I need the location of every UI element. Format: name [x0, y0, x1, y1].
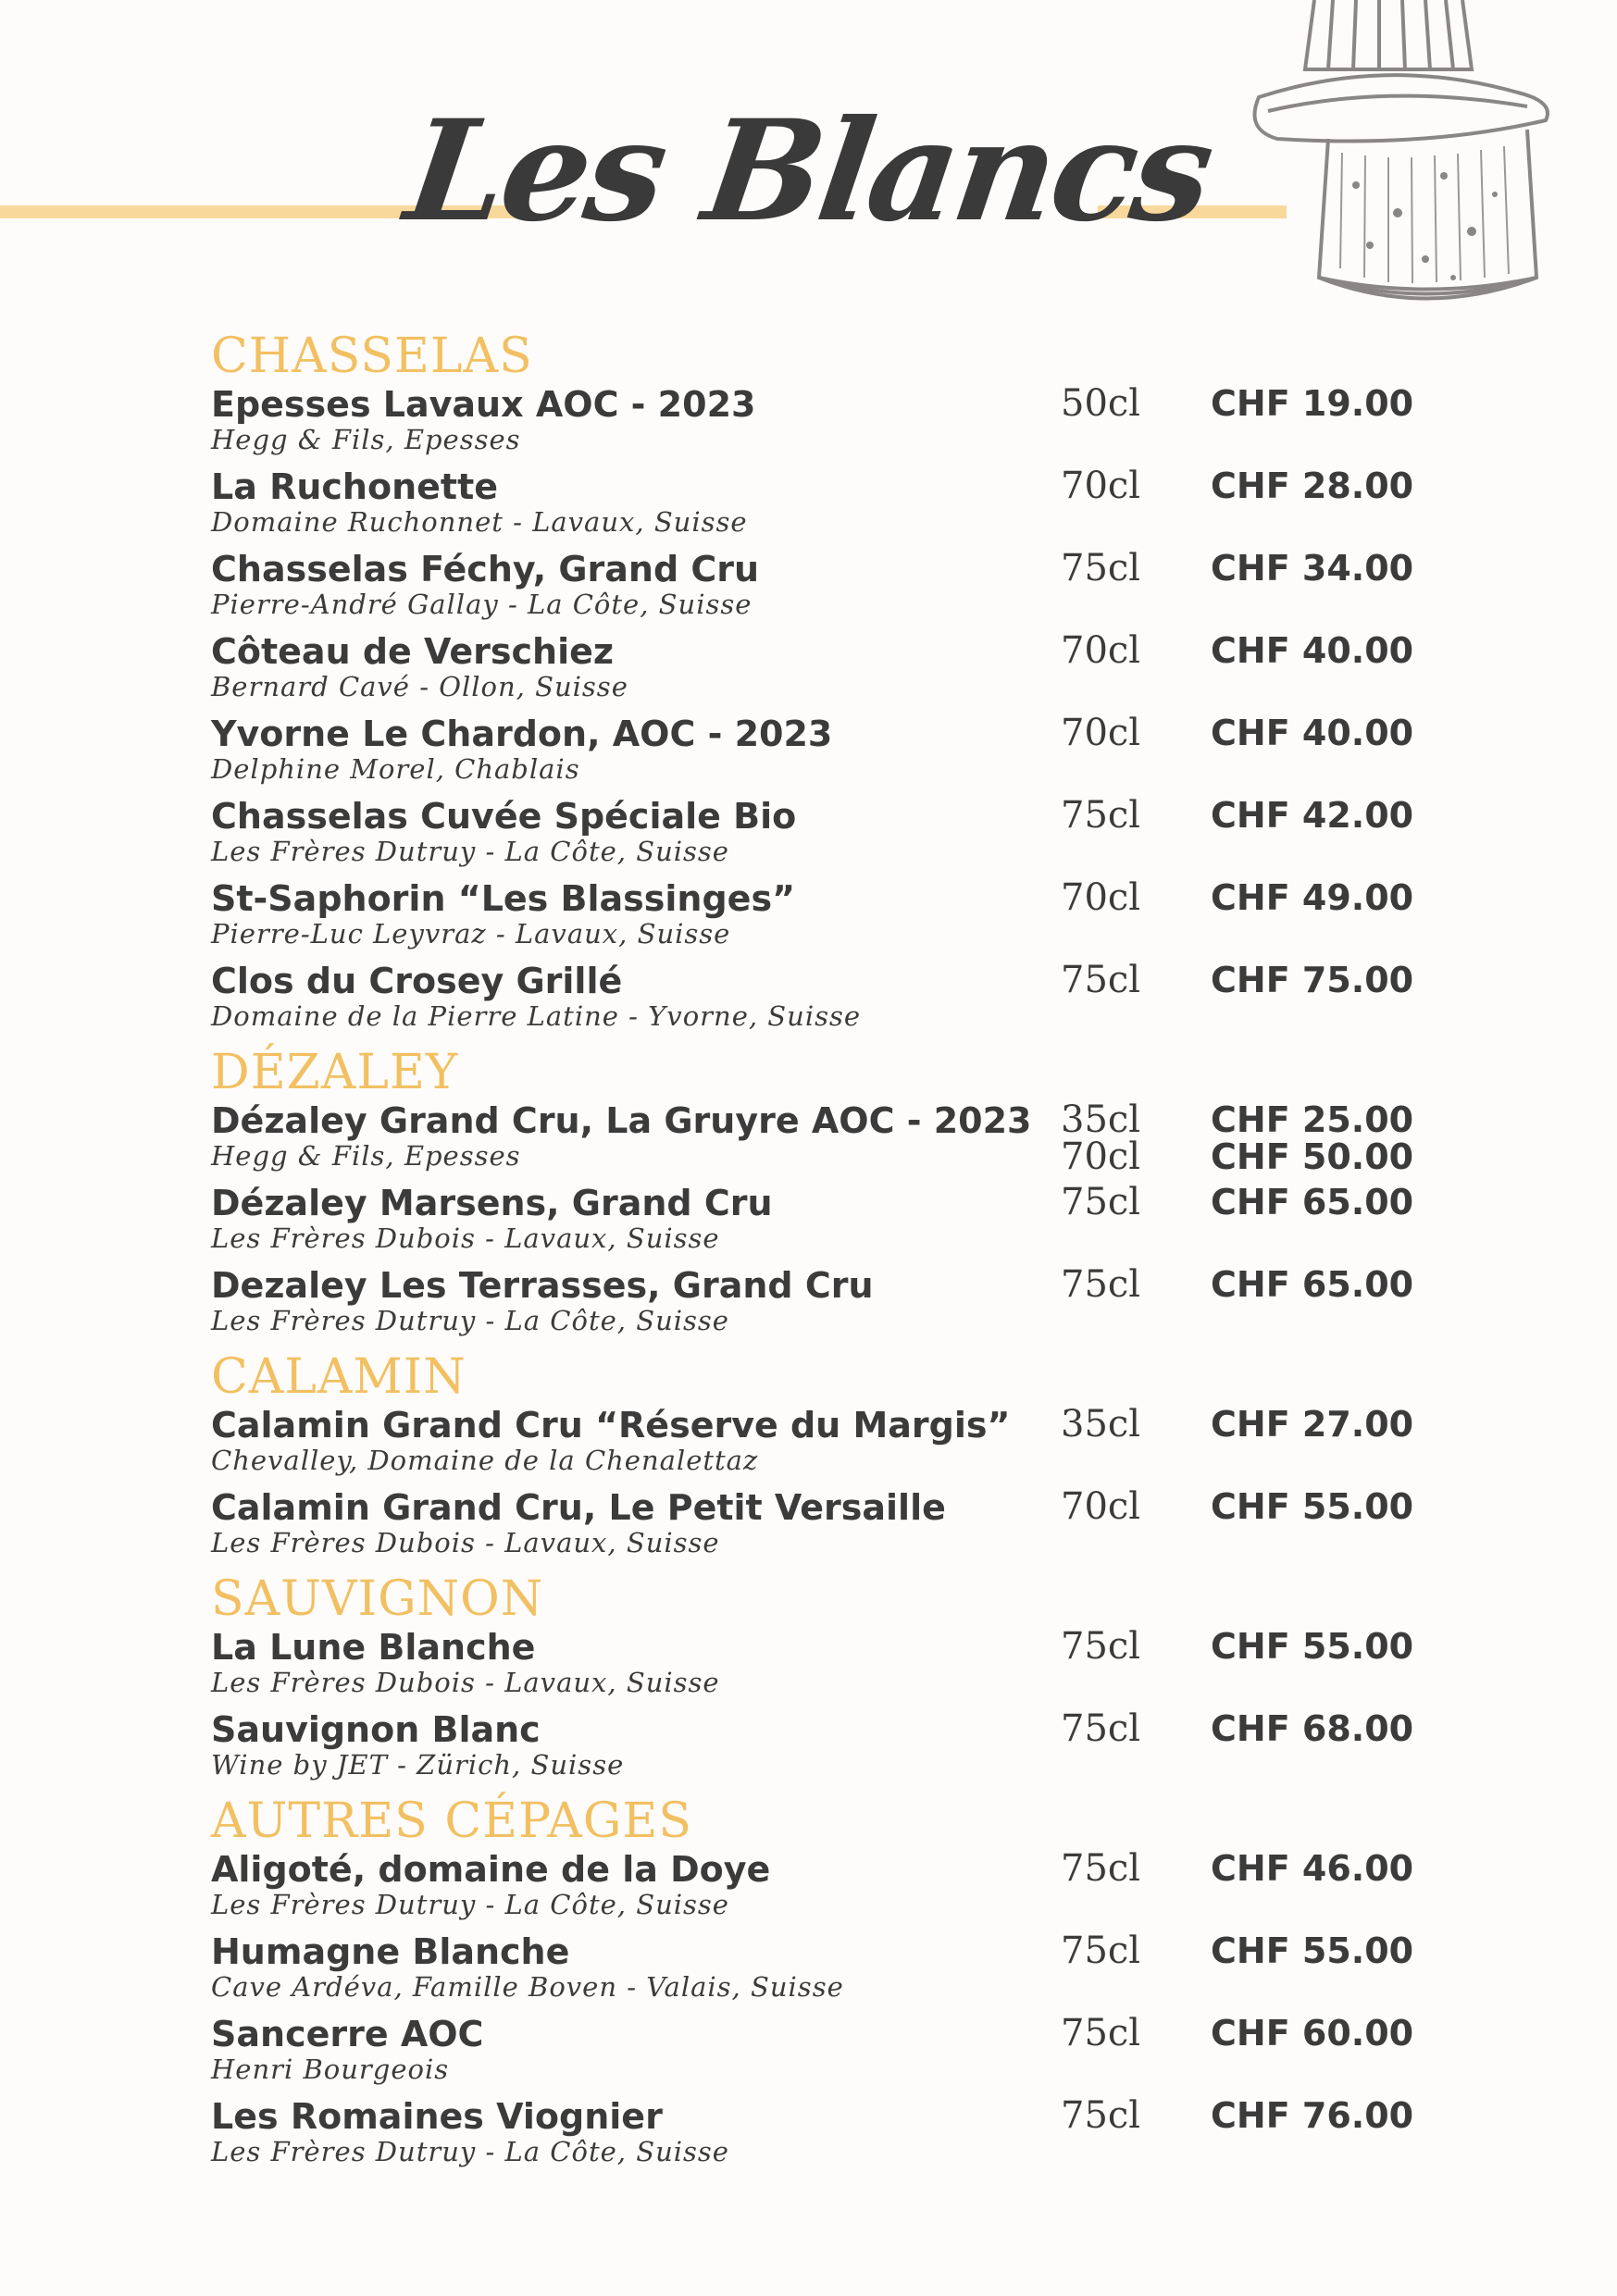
wine-name: Dezaley Les Terrasses, Grand Cru	[211, 1265, 874, 1306]
wine-price: CHF 65.00	[1211, 1264, 1414, 1305]
wine-item	[211, 2013, 1414, 2095]
wine-size: 75cl	[1061, 1847, 1141, 1890]
wine-name: Yvorne Le Chardon, AOC - 2023	[211, 714, 833, 754]
wine-price: CHF 60.00	[1211, 2013, 1414, 2054]
wine-name: Chasselas Cuvée Spéciale Bio	[211, 796, 797, 837]
wine-producer: Les Frères Dutruy - La Côte, Suisse	[211, 836, 729, 867]
section-title: CALAMIN	[211, 1349, 466, 1405]
wine-price: CHF 42.00	[1211, 795, 1414, 836]
wine-price: CHF 55.00	[1211, 1930, 1414, 1971]
wine-price: CHF 68.00	[1211, 1708, 1414, 1749]
section-chasselas	[211, 329, 1414, 1042]
section-title: SAUVIGNON	[211, 1571, 544, 1627]
wine-size: 35cl	[1061, 1403, 1141, 1446]
wine-price: CHF 19.00	[1211, 383, 1414, 424]
wine-name: La Ruchonette	[211, 466, 499, 507]
wine-name: Calamin Grand Cru, Le Petit Versaille	[211, 1487, 946, 1528]
wine-item	[211, 630, 1414, 713]
wine-size: 75cl	[1061, 1625, 1141, 1668]
wine-producer: Les Frères Dubois - Lavaux, Suisse	[211, 1667, 720, 1698]
wine-producer: Bernard Cavé - Ollon, Suisse	[211, 671, 628, 702]
wine-size: 75cl	[1061, 1181, 1141, 1223]
wine-price: CHF 55.00	[1211, 1486, 1414, 1527]
section-calamin	[211, 1350, 1414, 1569]
wine-name: Aligoté, domaine de la Doye	[211, 1849, 771, 1890]
wine-item	[211, 1099, 1414, 1182]
wine-price: CHF 40.00	[1211, 713, 1414, 753]
wine-producer: Chevalley, Domaine de la Chenalettaz	[211, 1445, 759, 1476]
wine-producer: Pierre-Luc Leyvraz - Lavaux, Suisse	[211, 918, 731, 949]
wine-size: 75cl	[1061, 547, 1141, 590]
wine-size: 75cl	[1061, 1930, 1141, 1972]
wine-producer: Les Frères Dubois - Lavaux, Suisse	[211, 1527, 720, 1558]
wine-name: Côteau de Verschiez	[211, 631, 615, 672]
wine-name: St-Saphorin “Les Blassinges”	[211, 878, 796, 919]
wine-size: 35cl	[1061, 1098, 1141, 1141]
wine-price: CHF 49.00	[1211, 877, 1414, 918]
wine-price: CHF 27.00	[1211, 1404, 1414, 1445]
wine-item	[211, 1486, 1414, 1569]
wine-producer: Les Frères Dutruy - La Côte, Suisse	[211, 2136, 729, 2167]
wine-price: CHF 75.00	[1211, 960, 1414, 1000]
wine-menu	[211, 326, 1414, 2178]
wine-name: Calamin Grand Cru “Réserve du Margis”	[211, 1405, 1011, 1446]
wine-size: 70cl	[1061, 712, 1141, 754]
wine-producer: Hegg & Fils, Epesses	[211, 424, 521, 455]
wine-producer: Cave Ardéva, Famille Boven - Valais, Suisse	[211, 1971, 844, 2003]
wine-producer: Delphine Morel, Chablais	[211, 753, 580, 785]
wine-producer: Hegg & Fils, Epesses	[211, 1140, 521, 1172]
wine-item	[211, 1264, 1414, 1347]
wine-item	[211, 2095, 1414, 2178]
wine-producer: Domaine Ruchonnet - Lavaux, Suisse	[211, 506, 748, 538]
wine-price: CHF 50.00	[1211, 1136, 1414, 1177]
section-title: AUTRES CÉPAGES	[211, 1793, 692, 1849]
wine-name: Humagne Blanche	[211, 1931, 570, 1972]
wine-name: La Lune Blanche	[211, 1627, 536, 1668]
wine-name: Les Romaines Viognier	[211, 2096, 663, 2137]
wine-size: 50cl	[1061, 382, 1141, 425]
wine-price: CHF 25.00	[1211, 1099, 1414, 1140]
wine-name: Clos du Crosey Grillé	[211, 961, 623, 1001]
wine-producer: Pierre-André Gallay - La Côte, Suisse	[211, 589, 753, 620]
wine-name: Dézaley Grand Cru, La Gruyre AOC - 2023	[211, 1100, 1032, 1141]
wine-producer: Wine by JET - Zürich, Suisse	[211, 1749, 625, 1781]
wine-item	[211, 1848, 1414, 1930]
wine-item	[211, 1182, 1414, 1264]
wine-item	[211, 1708, 1414, 1791]
wine-size: 75cl	[1061, 794, 1141, 837]
wine-price: CHF 40.00	[1211, 630, 1414, 671]
wine-name: Sancerre AOC	[211, 2014, 484, 2054]
wine-producer: Henri Bourgeois	[211, 2054, 450, 2085]
wine-item	[211, 1930, 1414, 2013]
wine-item	[211, 795, 1414, 877]
wine-size: 75cl	[1061, 1263, 1141, 1306]
wine-item	[211, 1626, 1414, 1708]
wine-size: 75cl	[1061, 2094, 1141, 2137]
wine-producer: Les Frères Dutruy - La Côte, Suisse	[211, 1889, 729, 1920]
wine-size: 70cl	[1061, 629, 1141, 672]
page-title: Les Blancs	[397, 90, 1220, 253]
wine-item	[211, 877, 1414, 960]
section-autres-cepages	[211, 1794, 1414, 2178]
cork-illustration-icon	[1240, 0, 1617, 319]
wine-name: Sauvignon Blanc	[211, 1709, 541, 1750]
wine-size: 70cl	[1061, 876, 1141, 919]
section-title: CHASSELAS	[211, 329, 533, 384]
wine-name: Dézaley Marsens, Grand Cru	[211, 1183, 773, 1223]
wine-item	[211, 713, 1414, 795]
wine-producer: Les Frères Dubois - Lavaux, Suisse	[211, 1222, 720, 1254]
wine-item	[211, 1404, 1414, 1486]
wine-size: 70cl	[1061, 465, 1141, 507]
wine-name: Epesses Lavaux AOC - 2023	[211, 384, 756, 425]
wine-price: CHF 34.00	[1211, 548, 1414, 589]
wine-size: 75cl	[1061, 959, 1141, 1001]
wine-producer: Les Frères Dutruy - La Côte, Suisse	[211, 1305, 729, 1336]
wine-size: 70cl	[1061, 1136, 1141, 1178]
wine-price: CHF 55.00	[1211, 1626, 1414, 1667]
section-dezaley	[211, 1046, 1414, 1347]
wine-price: CHF 76.00	[1211, 2095, 1414, 2136]
wine-size: 70cl	[1061, 1485, 1141, 1528]
wine-price: CHF 65.00	[1211, 1182, 1414, 1222]
wine-size: 75cl	[1061, 1707, 1141, 1750]
section-title: DÉZALEY	[211, 1045, 459, 1100]
wine-name: Chasselas Féchy, Grand Cru	[211, 549, 760, 590]
wine-price: CHF 46.00	[1211, 1848, 1414, 1889]
wine-item	[211, 548, 1414, 630]
wine-item	[211, 383, 1414, 465]
wine-item	[211, 960, 1414, 1042]
wine-item	[211, 465, 1414, 548]
section-sauvignon	[211, 1572, 1414, 1791]
wine-size: 75cl	[1061, 2012, 1141, 2054]
wine-price: CHF 28.00	[1211, 465, 1414, 506]
wine-producer: Domaine de la Pierre Latine - Yvorne, Suisse	[211, 1000, 862, 1032]
